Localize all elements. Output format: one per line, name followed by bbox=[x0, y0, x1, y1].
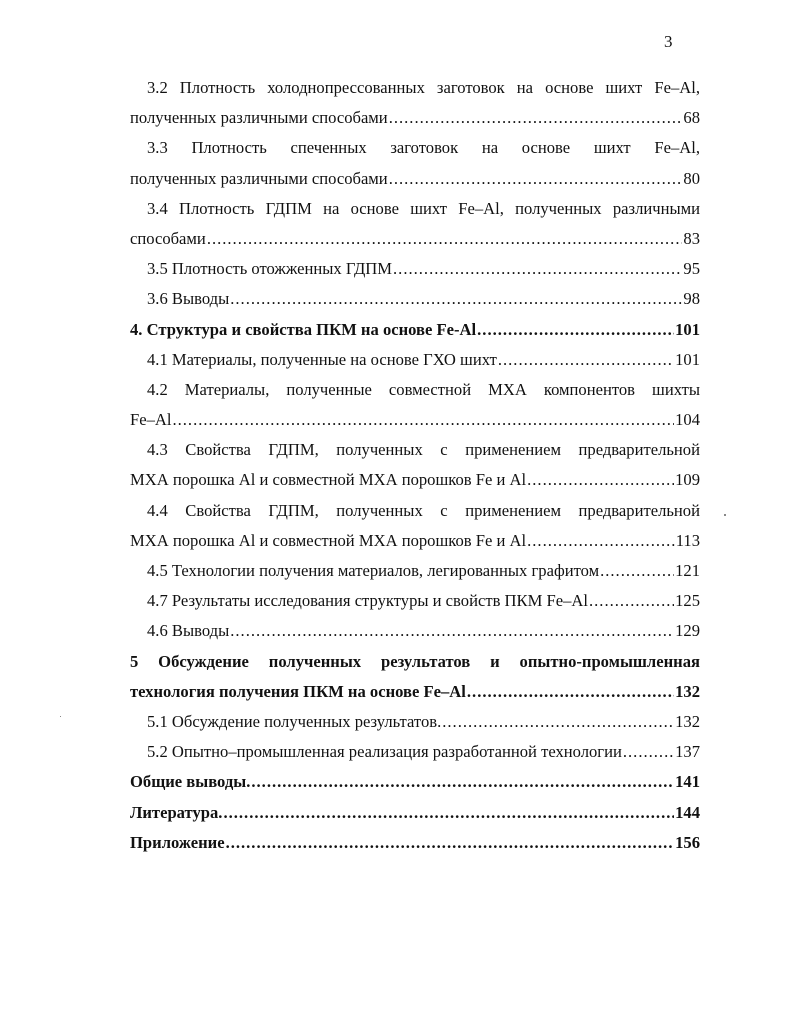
toc-entry[interactable] bbox=[130, 586, 700, 616]
toc-entry-title: 4.6 Выводы bbox=[147, 621, 230, 641]
toc-entry-page-number: 101 bbox=[675, 349, 700, 369]
toc-entry[interactable] bbox=[130, 496, 700, 556]
toc-entry-page-number: 68 bbox=[683, 108, 700, 128]
toc-entry-page-number: 129 bbox=[675, 621, 700, 641]
dot-leader bbox=[172, 405, 674, 435]
toc-entry-title: Приложение bbox=[130, 832, 225, 852]
toc-entry-page-number: 132 bbox=[675, 681, 700, 701]
dot-leader bbox=[623, 737, 674, 767]
toc-entry-page-number: 80 bbox=[683, 168, 700, 188]
toc-entry-title-line: 5 Обсуждение полученных результатов и опытно-промышленная bbox=[130, 651, 700, 671]
dot-leader bbox=[498, 345, 674, 375]
dot-leader bbox=[251, 767, 674, 797]
toc-entry[interactable] bbox=[130, 556, 700, 586]
dot-leader bbox=[389, 103, 683, 133]
toc-entry-page-number: 95 bbox=[683, 259, 700, 279]
toc-entry[interactable] bbox=[130, 435, 700, 495]
toc-entry-page-number: 141 bbox=[675, 772, 700, 792]
toc-entry-page-number: 156 bbox=[675, 832, 700, 852]
toc-entry-title-line: 3.4 Плотность ГДПМ на основе шихт Fe–Al, полученных различными bbox=[147, 198, 700, 218]
toc-entry-page-number: 101 bbox=[675, 319, 700, 339]
toc-entry-page-number: 121 bbox=[675, 561, 700, 580]
dot-leader bbox=[226, 828, 675, 858]
toc-entry[interactable] bbox=[130, 194, 700, 254]
toc-entry-page-number: 125 bbox=[675, 591, 700, 611]
dot-leader bbox=[477, 315, 674, 345]
toc-entry-title: Общие выводы. bbox=[130, 772, 251, 792]
dot-leader bbox=[467, 677, 674, 707]
toc-entry-title: 5.1 Обсуждение полученных результатов. bbox=[147, 711, 442, 731]
dot-leader bbox=[527, 526, 675, 556]
toc-entry[interactable] bbox=[130, 616, 700, 646]
toc-entry-title: Fe–Al bbox=[130, 410, 172, 430]
toc-entry-title: 5.2 Опытно–промышленная реализация разработанной технологии bbox=[147, 742, 622, 762]
toc-entry[interactable] bbox=[130, 737, 700, 767]
dot-leader bbox=[442, 707, 674, 737]
dot-leader bbox=[589, 586, 674, 616]
toc-entry-title-line: 3.3 Плотность спеченных заготовок на основе шихт Fe–Al, bbox=[147, 138, 700, 158]
toc-entry-page-number: 144 bbox=[675, 802, 700, 822]
toc-entry-title: Литература. bbox=[130, 802, 223, 822]
toc-entry[interactable] bbox=[130, 73, 700, 133]
toc-entry-title-line: 4.2 Материалы, полученные совместной МХА компонентов шихты bbox=[147, 379, 700, 399]
toc-entry[interactable] bbox=[130, 133, 700, 193]
toc-entry[interactable] bbox=[130, 828, 700, 858]
toc-entry-title: 3.5 Плотность отожженных ГДПМ bbox=[147, 259, 393, 279]
toc-entry-page-number: 98 bbox=[683, 289, 700, 309]
toc-entry-title: полученных различными способами bbox=[130, 108, 388, 128]
toc-entry-title: 4.1 Материалы, полученные на основе ГХО шихт bbox=[147, 349, 497, 369]
dot-leader bbox=[389, 164, 683, 194]
toc-entry-page-number: 83 bbox=[683, 228, 700, 248]
dot-leader bbox=[393, 254, 682, 284]
toc-entry-title: МХА порошка Al и совместной МХА порошков Fe и Al bbox=[130, 470, 527, 490]
toc-entry-title: технология получения ПКМ на основе Fe–Al bbox=[130, 681, 466, 701]
table-of-contents bbox=[130, 73, 700, 858]
toc-entry-title: 4. Структура и свойства ПКМ на основе Fe-Al bbox=[130, 319, 477, 339]
toc-entry-title: МХА порошка Al и совместной МХА порошков Fe и Al bbox=[130, 530, 527, 550]
dot-leader bbox=[527, 465, 674, 495]
toc-entry[interactable] bbox=[130, 767, 700, 797]
toc-entry-title: способами bbox=[130, 228, 206, 248]
toc-entry-title: 3.6 Выводы bbox=[147, 289, 230, 309]
toc-entry[interactable] bbox=[130, 647, 700, 707]
dot-leader bbox=[223, 798, 674, 828]
toc-entry-title: полученных различными способами bbox=[130, 168, 388, 188]
dot-leader bbox=[230, 284, 682, 314]
toc-entry[interactable] bbox=[130, 375, 700, 435]
toc-entry[interactable] bbox=[130, 707, 700, 737]
scan-speck bbox=[724, 514, 726, 516]
page-number: 3 bbox=[664, 32, 673, 51]
dot-leader bbox=[600, 556, 674, 586]
toc-entry-title: 4.5 Технологии получения материалов, легированных графитом bbox=[147, 561, 600, 580]
toc-entry-page-number: 104 bbox=[675, 410, 700, 430]
toc-entry-title-line: 4.4 Свойства ГДПМ, полученных с применением предварительной bbox=[147, 500, 700, 520]
scan-speck bbox=[60, 716, 61, 717]
toc-entry-page-number: 137 bbox=[675, 742, 700, 762]
dot-leader bbox=[230, 616, 674, 646]
dot-leader bbox=[207, 224, 683, 254]
toc-entry[interactable] bbox=[130, 345, 700, 375]
toc-entry[interactable] bbox=[130, 798, 700, 828]
toc-entry-page-number: 109 bbox=[675, 470, 700, 490]
toc-entry-title: 4.7 Результаты исследования структуры и свойств ПКМ Fe–Al bbox=[147, 591, 588, 611]
toc-entry[interactable] bbox=[130, 254, 700, 284]
toc-entry[interactable] bbox=[130, 315, 700, 345]
toc-entry[interactable] bbox=[130, 284, 700, 314]
toc-entry-page-number: 132 bbox=[675, 711, 700, 731]
toc-entry-title-line: 4.3 Свойства ГДПМ, полученных с применением предварительной bbox=[147, 440, 700, 460]
toc-entry-page-number: 113 bbox=[675, 530, 700, 550]
toc-entry-title-line: 3.2 Плотность холоднопрессованных заготовок на основе шихт Fe–Al, bbox=[147, 78, 700, 97]
